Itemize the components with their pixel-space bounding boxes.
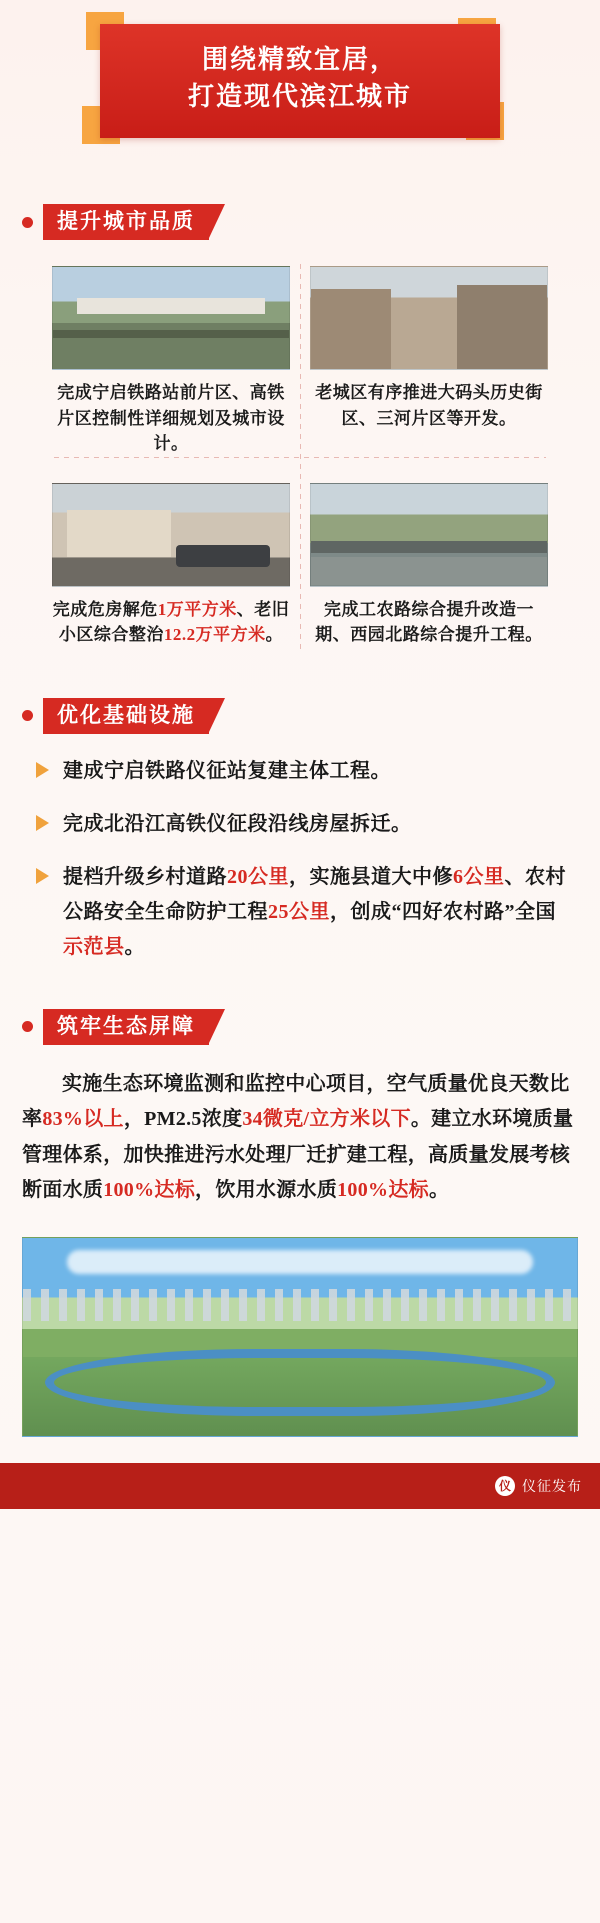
triangle-bullet-icon [36, 762, 49, 778]
page-title-line2: 打造现代滨江城市 [187, 81, 412, 111]
city-river-aerial-photo [22, 1237, 578, 1437]
list-item [36, 860, 572, 965]
section-ecology [0, 983, 600, 1437]
quality-card [310, 477, 548, 658]
river-shape [45, 1349, 555, 1416]
footer-brand-text: 仪征发布 [522, 1479, 582, 1495]
old-town-alley-photo [310, 266, 548, 370]
list-item-text: 提档升级乡村道路20公里，实施县道大中修6公里、农村公路安全生命防护工程25公里，创成“四好农村路”全国示范县。 [63, 865, 566, 958]
bullet-dot-icon [22, 710, 33, 721]
section-infrastructure [0, 658, 600, 965]
page-title [100, 24, 500, 138]
grid-divider-horizontal [54, 457, 546, 458]
footer-brand[interactable] [495, 1476, 582, 1496]
section-city-quality [0, 190, 600, 658]
quality-card [310, 260, 548, 467]
old-housing-street-photo [52, 483, 290, 587]
section-heading-infrastructure [22, 698, 600, 734]
quality-card-caption: 完成宁启铁路站前片区、高铁片区控制性详细规划及城市设计。 [57, 383, 285, 453]
list-item [36, 807, 572, 842]
triangle-bullet-icon [36, 868, 49, 884]
footer-bar [0, 1463, 600, 1509]
page-title-line1: 围绕精致宜居， [201, 45, 398, 74]
quality-card-grid [0, 256, 600, 658]
quality-card-caption: 完成危房解危1万平方米、老旧小区综合整治12.2万平方米。 [52, 599, 290, 644]
railway-station-aerial-photo [52, 266, 290, 370]
skyline-shape [23, 1289, 577, 1321]
section-label: 提升城市品质 [43, 204, 209, 240]
list-item-text: 建成宁启铁路仪征站复建主体工程。 [63, 759, 391, 782]
triangle-bullet-icon [36, 815, 49, 831]
ecology-paragraph: 实施生态环境监测和监控中心项目，空气质量优良天数比率83%以上，PM2.5浓度34微克/立方米以下。建立水环境质量管理体系，加快推进污水处理厂迁扩建工程，高质量发展考核断面水质100%达标，饮用水源水质100%达标。 [22, 1072, 574, 1202]
section-label: 优化基础设施 [43, 698, 209, 734]
section-label: 筑牢生态屏障 [43, 1009, 209, 1045]
cloud-shape [67, 1250, 532, 1274]
list-item [36, 754, 572, 789]
quality-card [52, 477, 290, 658]
list-item-text: 完成北沿江高铁仪征段沿线房屋拆迁。 [63, 812, 412, 835]
section-heading-city-quality [22, 204, 600, 240]
upgraded-road-photo [310, 483, 548, 587]
quality-card [52, 260, 290, 467]
infrastructure-bullet-list [0, 750, 600, 965]
poster-header [0, 0, 600, 190]
quality-card-caption: 老城区有序推进大码头历史街区、三河片区等开发。 [315, 383, 543, 428]
bullet-dot-icon [22, 217, 33, 228]
quality-card-caption: 完成工农路综合提升改造一期、西园北路综合提升工程。 [315, 599, 543, 644]
section-heading-ecology [22, 1009, 600, 1045]
bullet-dot-icon [22, 1021, 33, 1032]
ecology-photo-wrap [0, 1209, 600, 1437]
brand-logo-icon: 仪 [495, 1476, 515, 1496]
